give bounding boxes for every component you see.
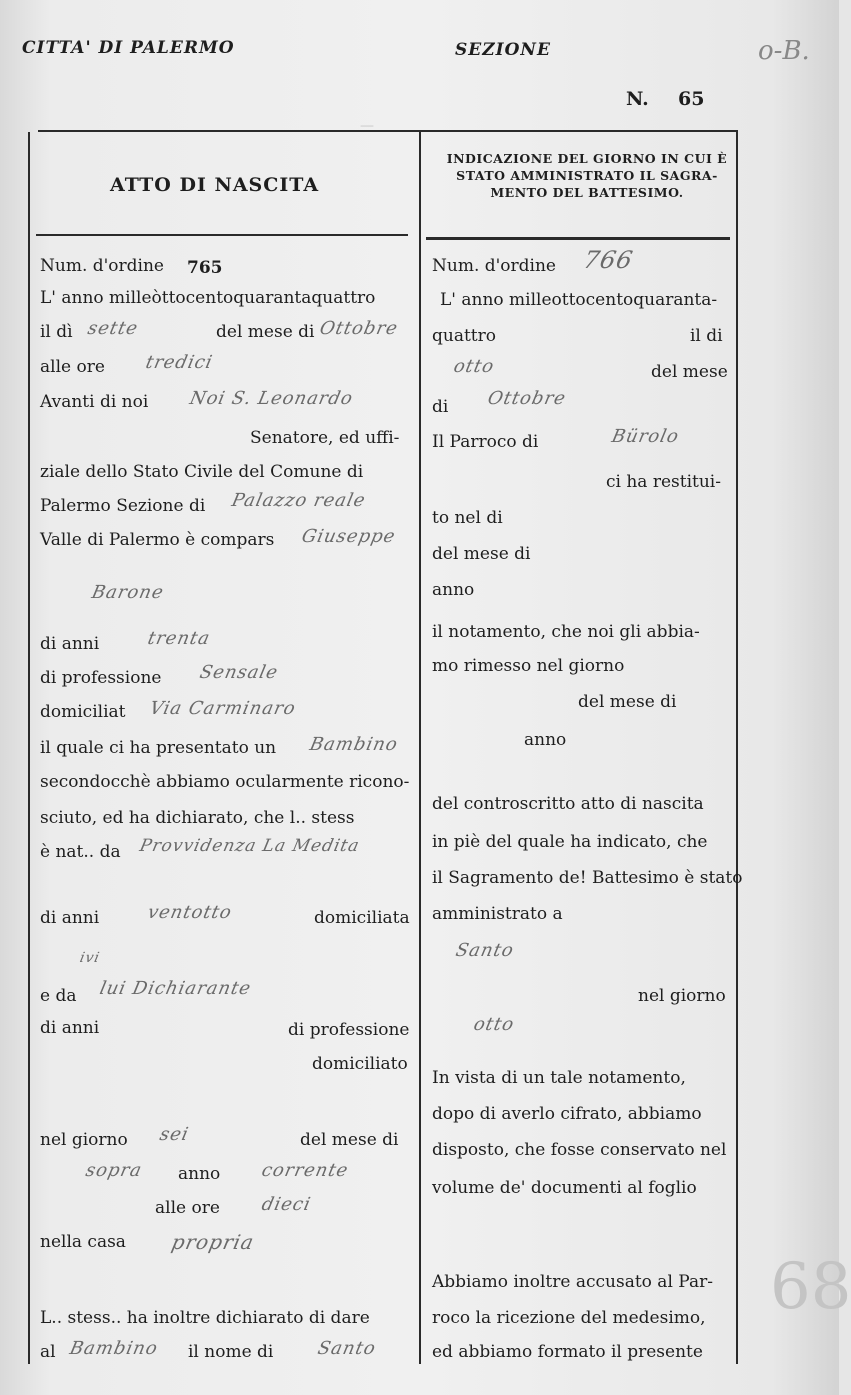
r-reception-line: roco la ricezione del medesimo, bbox=[432, 1308, 706, 1328]
register-page: CITTA' DI PALERMO SEZIONE o-B. N. 65 68 — ATTO DI NASCITA INDICAZIONE DEL GIORNO IN CUI È STATO AMMINISTRATO IL SAGRA- MENTO DEL BATTESIMO. Num. d'ordine 765 L' anno milleòttocentoquarantaquattro il dì sette del mese di Ottobre alle ore tredici Avanti di noi Noi S. Leonardo Senatore, ed uffi- ziale dello Stato Civile del Comune di Palermo Sezione di Palazzo reale Valle di Palermo è compars Giuseppe Barone di anni trenta di professione Sensale domiciliat Via Carminaro il quale ci ha presentato un Bambino secondocchè abbiamo ocularmente ricono- sciuto, ed ha dichiarato, che l.. stess è nat.. da Provvidenza La Medita di anni ventotto domiciliata ivi e da lui Dichiarante di anni di professione domiciliato nel giorno sei del mese di sopra anno corrente alle ore dieci nella casa propria L.. stess.. ha inoltre dichiarato di dare al Bambino il nome di Santo Num. d'ordine 766 L' anno milleottocentoquaranta- quattro il di otto del mese di Ottobre Il Parroco di Bürolo ci ha restitui- to nel di del mese di anno il notamento, che noi gli abbia- mo rimesso nel giorno del mese di anno del controscritto atto di nascita in piè del quale ha indicato, che il Sagramento de! Battesimo è stato amministrato a Santo nel giorno otto In vista di un tale notamento, dopo di averlo cifrato, abbiamo disposto, che fosse conservato nel volume de' documenti al foglio Abbiamo inoltre accusato al Par- roco la ricezione del medesimo, ed abbiamo formato il presente bbox=[0, 0, 839, 1395]
mother-domicile-label: domiciliata bbox=[314, 908, 410, 928]
r-notation-line: il notamento, che noi gli abbia- bbox=[432, 622, 700, 642]
baptized-name: Santo bbox=[453, 940, 516, 961]
to-child-label: al bbox=[40, 1342, 56, 1362]
section-heading: SEZIONE bbox=[455, 40, 551, 60]
returned-label: ci ha restitui- bbox=[606, 472, 721, 492]
birth-day: sei bbox=[157, 1124, 191, 1145]
declared-line: sciuto, ed ha dichiarato, che l.. stess bbox=[40, 808, 355, 828]
right-header-rule bbox=[426, 237, 730, 240]
r-day: otto bbox=[451, 356, 497, 377]
section-label: Palermo Sezione di bbox=[40, 496, 206, 516]
r-month-line: del mese di bbox=[578, 692, 677, 712]
appeared-label: Valle di Palermo è compars bbox=[40, 530, 275, 550]
frame-center-rule bbox=[419, 132, 421, 1364]
recognized-line: secondocchè abbiamo ocularmente ricono- bbox=[40, 772, 410, 792]
city-heading: CITTA' DI PALERMO bbox=[22, 38, 235, 58]
officer-handwritten: Noi S. Leonardo bbox=[187, 388, 356, 409]
mother-age-label: di anni bbox=[40, 908, 100, 928]
r-indicated-line: in piè del quale ha indicato, che bbox=[432, 832, 708, 852]
frame-left-rule bbox=[28, 132, 30, 1364]
born-from-label: è nat.. da bbox=[40, 842, 121, 862]
father-profession-label: di professione bbox=[288, 1020, 410, 1040]
mother-age: ventotto bbox=[145, 902, 235, 923]
birth-act-title: ATTO DI NASCITA bbox=[110, 174, 320, 196]
r-order-label: Num. d'ordine bbox=[432, 256, 556, 276]
birth-hour-label: alle ore bbox=[155, 1198, 220, 1218]
house-value: propria bbox=[169, 1230, 257, 1254]
r-formed-line: ed abbiamo formato il presente bbox=[432, 1342, 703, 1362]
number-label: N. bbox=[626, 88, 649, 110]
age-label: di anni bbox=[40, 634, 100, 654]
birth-year-label: anno bbox=[178, 1164, 221, 1184]
r-on-day-label: nel giorno bbox=[638, 986, 726, 1006]
birth-month-label: del mese di bbox=[300, 1130, 399, 1150]
r-order-number: 766 bbox=[581, 246, 636, 274]
profession-label: di professione bbox=[40, 668, 162, 688]
declarant-profession: Sensale bbox=[197, 662, 281, 683]
order-number-value: 765 bbox=[187, 258, 223, 278]
month-label: del mese di bbox=[216, 322, 315, 342]
senator-line: Senatore, ed uffi- bbox=[250, 428, 400, 448]
r-ciphered-line: dopo di averlo cifrato, abbiamo bbox=[432, 1104, 702, 1124]
mother-domicile: ivi bbox=[78, 950, 102, 966]
month-handwritten: Ottobre bbox=[317, 318, 401, 339]
day-label: il dì bbox=[40, 322, 73, 342]
order-number-label: Num. d'ordine bbox=[40, 256, 164, 276]
presented-child: Bambino bbox=[307, 734, 400, 755]
mother-name: Provvidenza La Medita bbox=[137, 836, 362, 856]
corner-mark: o-B. bbox=[758, 36, 810, 66]
given-name: Santo bbox=[315, 1338, 378, 1359]
name-declared-line: L.. stess.. ha inoltre dichiarato di dare bbox=[40, 1308, 370, 1328]
frame-right-rule bbox=[736, 132, 738, 1364]
to-child-handwritten: Bambino bbox=[67, 1338, 160, 1359]
given-name-label: il nome di bbox=[188, 1342, 274, 1362]
r-volume-line: volume de' documenti al foglio bbox=[432, 1178, 697, 1198]
declarant-age: trenta bbox=[145, 628, 213, 649]
r-year-line: L' anno milleottocentoquaranta- bbox=[440, 290, 718, 310]
father-domicile-label: domiciliato bbox=[312, 1054, 408, 1074]
frame-top-rule bbox=[38, 130, 738, 132]
hour-handwritten: tredici bbox=[143, 352, 215, 373]
parish-name: Bürolo bbox=[609, 426, 682, 447]
r-view-line: In vista di un tale notamento, bbox=[432, 1068, 686, 1088]
r-remitted-line: mo rimesso nel giorno bbox=[432, 656, 625, 676]
declarant-first-name: Giuseppe bbox=[299, 526, 398, 547]
hour-label: alle ore bbox=[40, 357, 105, 377]
r-month: Ottobre bbox=[485, 388, 569, 409]
parish-label: Il Parroco di bbox=[432, 432, 539, 452]
official-line: ziale dello Stato Civile del Comune di bbox=[40, 462, 364, 482]
baptism-day: otto bbox=[471, 1014, 517, 1035]
r-accused-line: Abbiamo inoltre accusato al Par- bbox=[432, 1272, 713, 1292]
presented-label: il quale ci ha presentato un bbox=[40, 738, 277, 758]
r-of-month: del mese di bbox=[432, 544, 531, 564]
father-label: e da bbox=[40, 986, 77, 1006]
r-year-line-2: quattro bbox=[432, 326, 496, 346]
r-of-label: di bbox=[432, 397, 449, 417]
record-number: 65 bbox=[678, 88, 705, 110]
birth-hour: dieci bbox=[259, 1194, 314, 1215]
father-age-label: di anni bbox=[40, 1018, 100, 1038]
baptism-header-line: STATO AMMINISTRATO IL SAGRA- bbox=[456, 168, 718, 183]
r-conserved-line: disposto, che fosse conservato nel bbox=[432, 1140, 727, 1160]
declarant-domicile: Via Carminaro bbox=[147, 698, 298, 719]
birth-year: corrente bbox=[259, 1160, 351, 1181]
r-on-day: to nel di bbox=[432, 508, 503, 528]
house-label: nella casa bbox=[40, 1232, 126, 1252]
baptism-header bbox=[432, 150, 742, 201]
baptism-header-line: INDICAZIONE DEL GIORNO IN CUI È bbox=[446, 151, 728, 166]
birth-day-label: nel giorno bbox=[40, 1130, 128, 1150]
margin-page-mark: 68 bbox=[770, 1250, 851, 1324]
r-administered-line: amministrato a bbox=[432, 904, 563, 924]
declarant-surname: Barone bbox=[89, 582, 166, 603]
day-handwritten: sette bbox=[85, 318, 141, 339]
year-line: L' anno milleòttocentoquarantaquattro bbox=[40, 288, 376, 308]
section-handwritten: Palazzo reale bbox=[229, 490, 368, 511]
domicile-label: domiciliat bbox=[40, 702, 126, 722]
r-month-label: del mese bbox=[651, 362, 728, 382]
left-header-rule bbox=[36, 234, 408, 236]
r-day-label: il di bbox=[690, 326, 723, 346]
r-year-line-3: anno bbox=[524, 730, 567, 750]
r-year: anno bbox=[432, 580, 475, 600]
father-name: lui Dichiarante bbox=[97, 978, 254, 999]
before-us-label: Avanti di noi bbox=[40, 392, 149, 412]
birth-month: sopra bbox=[83, 1160, 145, 1181]
baptism-header-line: MENTO DEL BATTESIMO. bbox=[490, 185, 684, 200]
r-sacrament-line: il Sagramento de! Battesimo è stato bbox=[432, 868, 743, 888]
r-controscritto-line: del controscritto atto di nascita bbox=[432, 794, 704, 814]
